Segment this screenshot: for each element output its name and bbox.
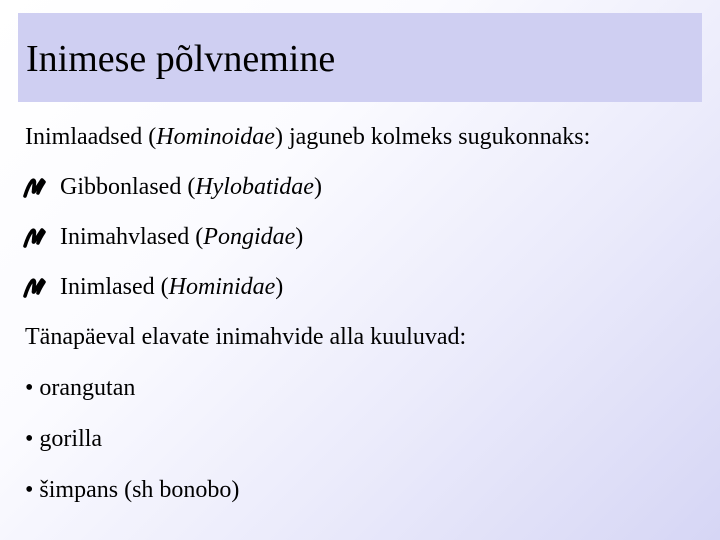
ape-item-orangutan: • orangutan: [25, 375, 136, 401]
subitem-after: ): [295, 224, 304, 250]
subitem-text: [60, 272, 283, 302]
ape-item-gorilla: • gorilla: [25, 426, 103, 452]
slide-title: Inimese põlvnemine: [26, 38, 336, 80]
squiggle-bullet-icon: [22, 174, 48, 200]
subitem-text: [60, 172, 322, 202]
title-bar: [18, 13, 702, 102]
subitem-label: Inimahvlased (: [60, 224, 204, 250]
subitem-latin: Pongidae: [203, 224, 296, 250]
intro-latin: Hominoidae: [156, 124, 275, 150]
subitem-latin: Hominidae: [168, 274, 276, 300]
subitem-latin: Hylobatidae: [195, 174, 314, 200]
intro-text: Inimlaadsed (: [25, 124, 157, 150]
squiggle-bullet-icon: [22, 274, 48, 300]
intro-line: [25, 122, 590, 152]
ape-item-simpans: • šimpans (sh bonobo): [25, 477, 240, 503]
subitem-after: ): [275, 274, 284, 300]
intro-after: ) jaguneb kolmeks sugukonnaks:: [274, 124, 591, 150]
subitem-label: Gibbonlased (: [60, 174, 196, 200]
apes-intro: Tänapäeval elavate inimahvide alla kuuluvad:: [25, 324, 467, 350]
subitem-text: [60, 222, 303, 252]
subitem-label: Inimlased (: [60, 274, 169, 300]
subitem-after: ): [313, 174, 322, 200]
squiggle-bullet-icon: [22, 224, 48, 250]
